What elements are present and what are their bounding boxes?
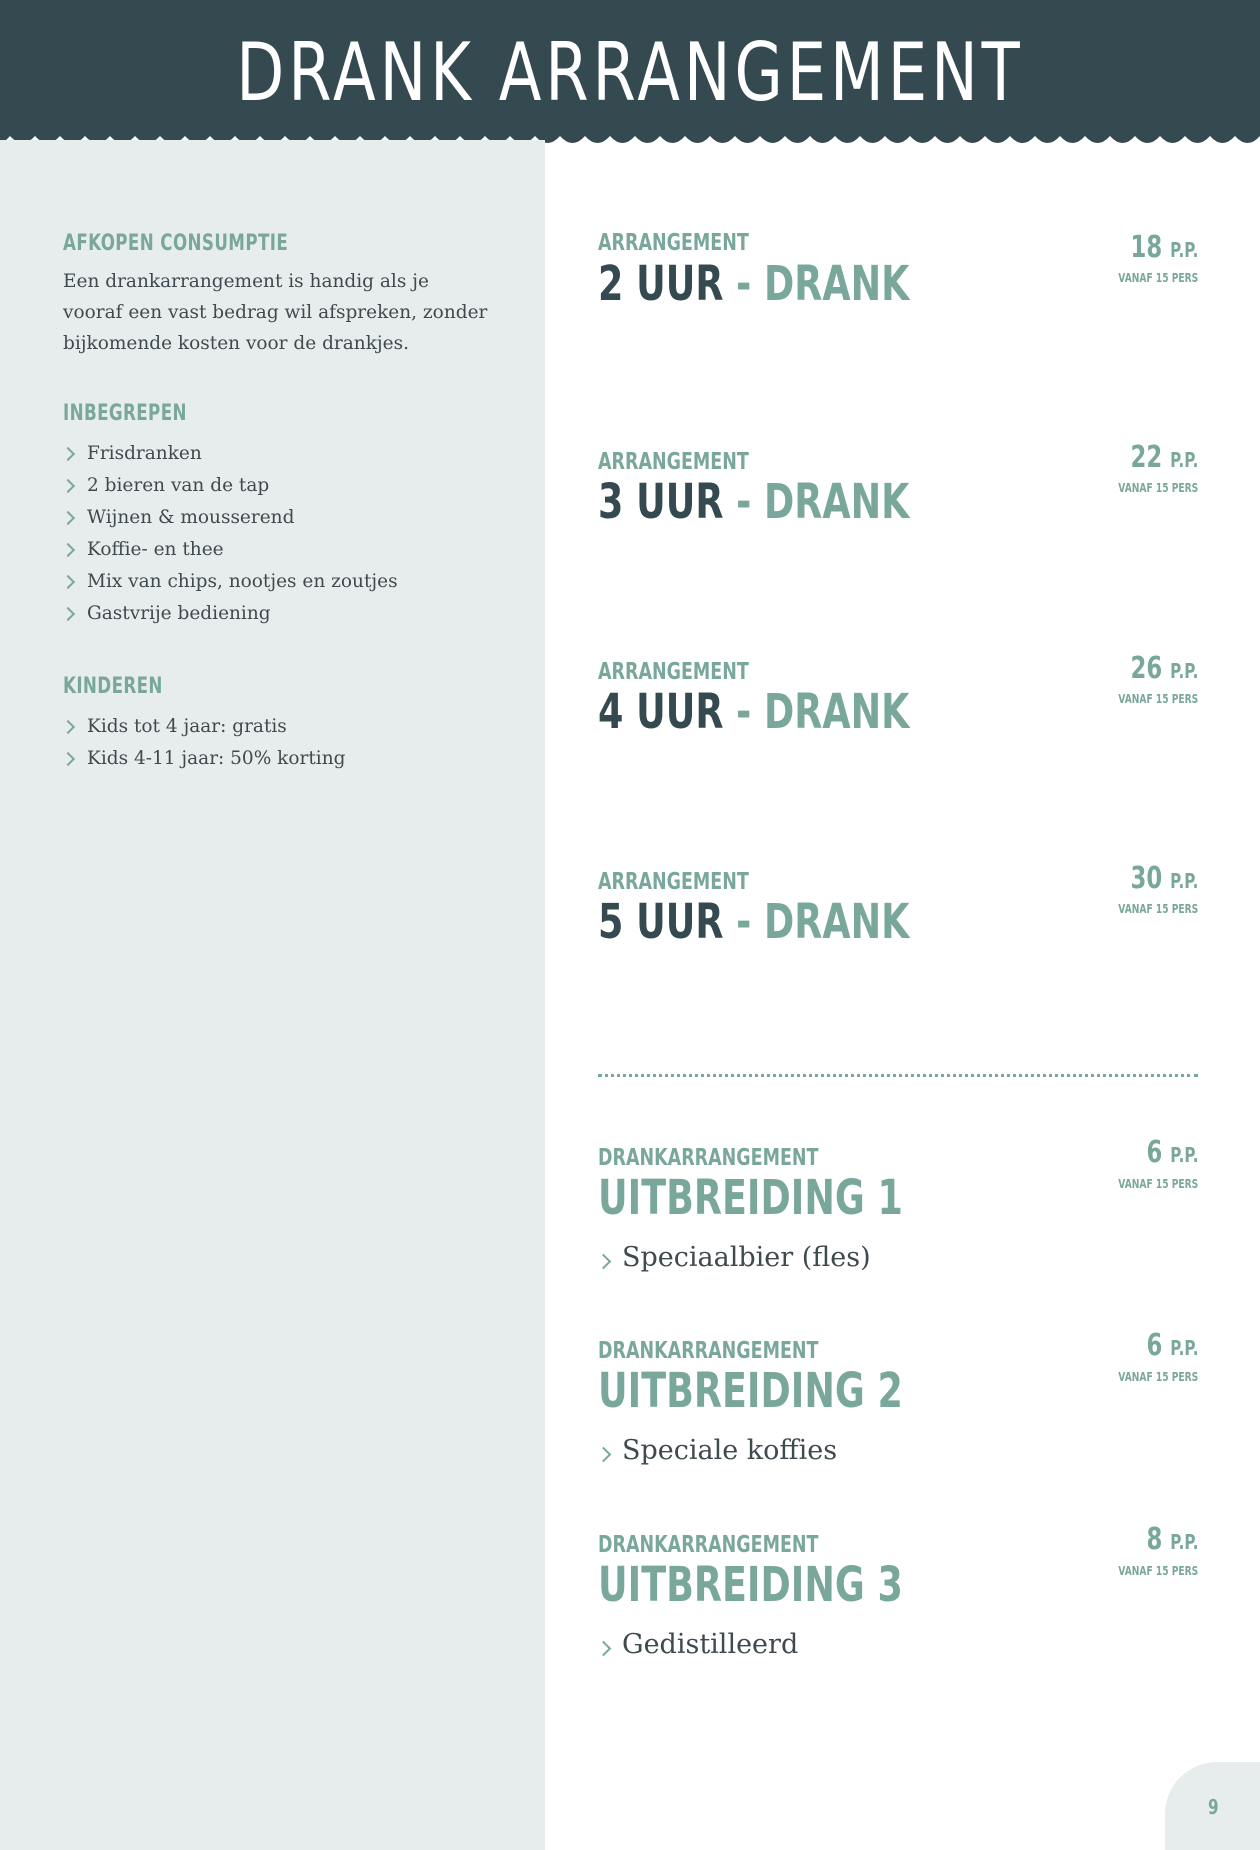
chevron-right-icon bbox=[61, 511, 75, 525]
extension-price: 8 P.P. bbox=[1145, 1522, 1198, 1557]
left-panel bbox=[0, 140, 545, 1850]
extension-label: DRANKARRANGEMENT bbox=[598, 1532, 819, 1558]
minimum-persons-note: VANAF 15 PERS bbox=[1118, 1564, 1198, 1578]
page-number: 9 bbox=[1208, 1795, 1219, 1819]
extension-price: 6 P.P. bbox=[1145, 1135, 1198, 1170]
chevron-right-icon bbox=[596, 1254, 612, 1270]
minimum-persons-note: VANAF 15 PERS bbox=[1118, 481, 1198, 495]
consumptie-heading: AFKOPEN CONSUMPTIE bbox=[63, 231, 289, 256]
minimum-persons-note: VANAF 15 PERS bbox=[1118, 1177, 1198, 1191]
extension-item: Speciale koffies bbox=[598, 1435, 837, 1466]
chevron-right-icon bbox=[61, 479, 75, 493]
chevron-right-icon bbox=[61, 607, 75, 621]
minimum-persons-note: VANAF 15 PERS bbox=[1118, 1370, 1198, 1384]
chevron-right-icon bbox=[61, 543, 75, 557]
extension-item: Gedistilleerd bbox=[598, 1629, 798, 1660]
list-item: Frisdranken bbox=[63, 438, 398, 470]
inbegrepen-list bbox=[63, 438, 398, 630]
extension-price: 6 P.P. bbox=[1145, 1328, 1198, 1363]
list-item: Wijnen & mousserend bbox=[63, 502, 398, 534]
minimum-persons-note: VANAF 15 PERS bbox=[1118, 271, 1198, 285]
list-item: Kids tot 4 jaar: gratis bbox=[63, 711, 345, 743]
arrangement-label: ARRANGEMENT bbox=[598, 659, 749, 685]
arrangement-title: 3 UUR - DRANK bbox=[598, 474, 910, 530]
section-divider bbox=[598, 1074, 1198, 1077]
arrangement-label: ARRANGEMENT bbox=[598, 230, 749, 256]
inbegrepen-heading: INBEGREPEN bbox=[63, 401, 187, 426]
chevron-right-icon bbox=[596, 1447, 612, 1463]
arrangement-price: 18 P.P. bbox=[1130, 230, 1198, 265]
arrangement-label: ARRANGEMENT bbox=[598, 449, 749, 475]
consumptie-text: Een drankarrangement is handig als je vooraf een vast bedrag wil afspreken, zonder bijkomende kosten voor de drankjes. bbox=[63, 271, 488, 354]
arrangement-title: 4 UUR - DRANK bbox=[598, 684, 910, 740]
list-item: Koffie- en thee bbox=[63, 534, 398, 566]
arrangement-title: 2 UUR - DRANK bbox=[598, 256, 910, 312]
chevron-right-icon bbox=[61, 720, 75, 734]
extension-title: UITBREIDING 3 bbox=[598, 1557, 903, 1613]
extension-title: UITBREIDING 1 bbox=[598, 1170, 903, 1226]
chevron-right-icon bbox=[596, 1641, 612, 1657]
list-item: 2 bieren van de tap bbox=[63, 470, 398, 502]
list-item: Kids 4-11 jaar: 50% korting bbox=[63, 743, 345, 775]
arrangement-price: 26 P.P. bbox=[1130, 651, 1198, 686]
page-title: DRANK ARRANGEMENT bbox=[236, 26, 1024, 119]
arrangement-label: ARRANGEMENT bbox=[598, 869, 749, 895]
list-item: Mix van chips, nootjes en zoutjes bbox=[63, 566, 398, 598]
kinderen-list bbox=[63, 711, 345, 775]
chevron-right-icon bbox=[61, 447, 75, 461]
arrangement-price: 30 P.P. bbox=[1130, 861, 1198, 896]
arrangement-title: 5 UUR - DRANK bbox=[598, 894, 910, 950]
list-item: Gastvrije bediening bbox=[63, 598, 398, 630]
header bbox=[0, 0, 1260, 160]
chevron-right-icon bbox=[61, 752, 75, 766]
arrangement-price: 22 P.P. bbox=[1130, 440, 1198, 475]
kinderen-heading: KINDEREN bbox=[63, 674, 163, 699]
extension-label: DRANKARRANGEMENT bbox=[598, 1145, 819, 1171]
minimum-persons-note: VANAF 15 PERS bbox=[1118, 902, 1198, 916]
extension-title: UITBREIDING 2 bbox=[598, 1363, 903, 1419]
extension-label: DRANKARRANGEMENT bbox=[598, 1338, 819, 1364]
extension-item: Speciaalbier (fles) bbox=[598, 1242, 871, 1273]
minimum-persons-note: VANAF 15 PERS bbox=[1118, 692, 1198, 706]
chevron-right-icon bbox=[61, 575, 75, 589]
